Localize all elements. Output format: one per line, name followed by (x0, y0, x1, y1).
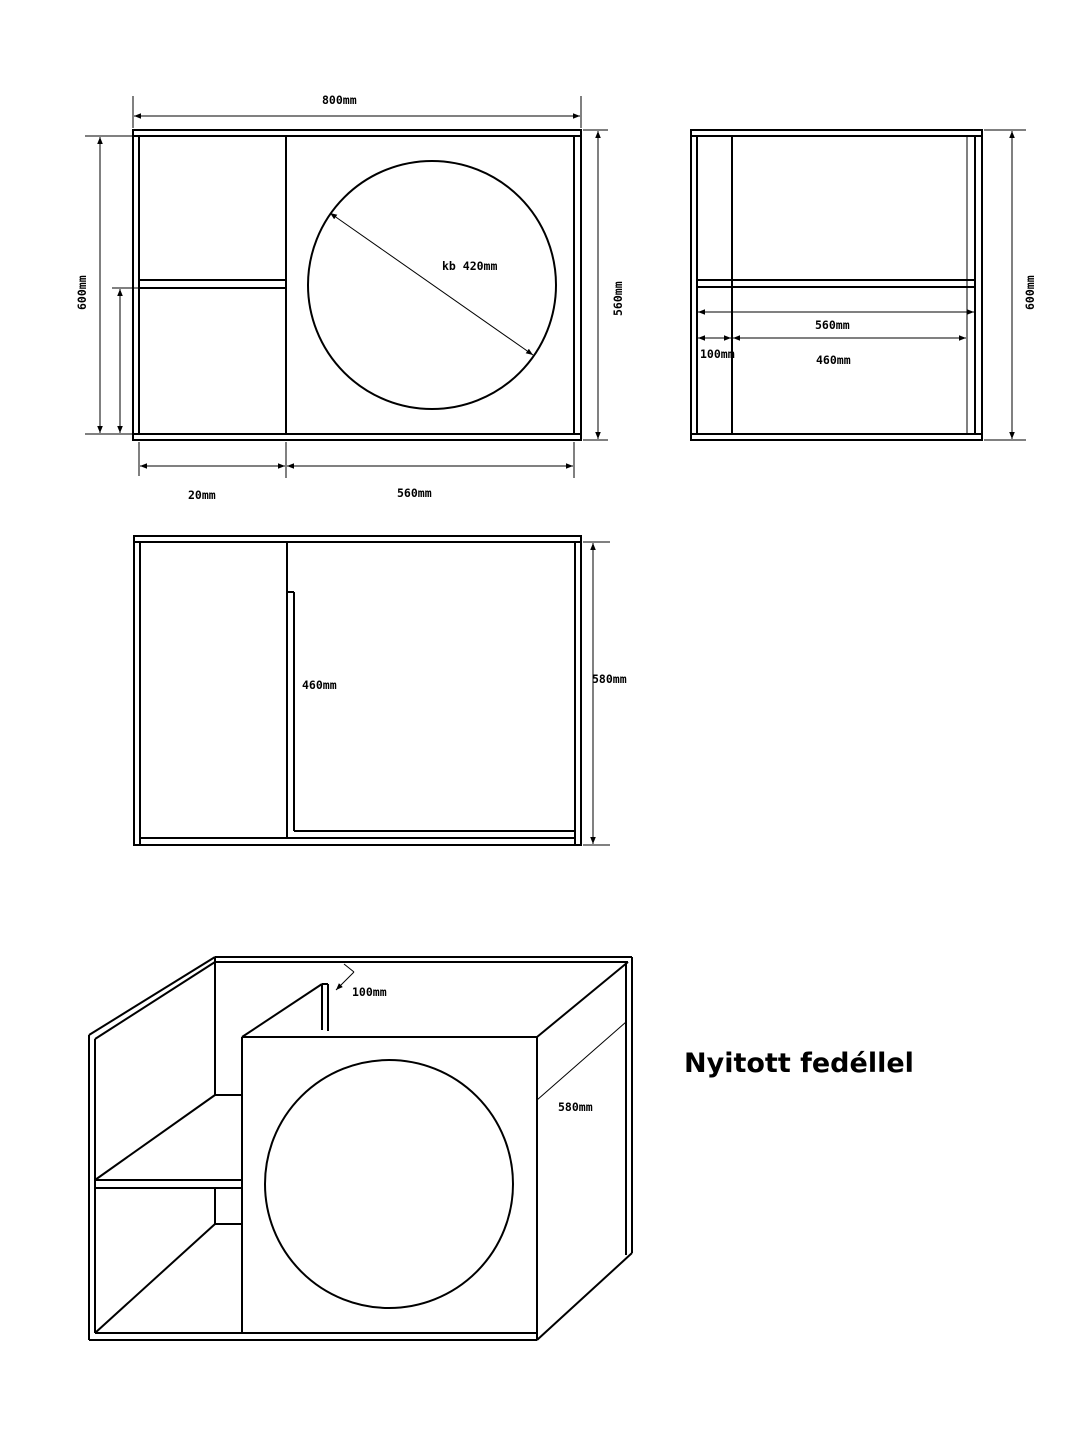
caption: Nyitott fedéllel (684, 1048, 914, 1079)
top-view (134, 536, 627, 845)
front-width-label: 800mm (322, 93, 357, 107)
perspective-depth-label: 580mm (558, 1100, 593, 1114)
perspective-offset-label: 100mm (352, 985, 387, 999)
front-left-bottom-label: 20mm (188, 488, 216, 502)
front-view-outline (133, 130, 581, 440)
diameter-arrow (330, 213, 533, 355)
front-outer-height-label: 560mm (611, 281, 625, 316)
top-depth-label: 580mm (592, 672, 627, 686)
top-partition-label: 460mm (302, 678, 337, 692)
perspective-view (89, 957, 632, 1340)
side-inner-width-label: 560mm (815, 318, 850, 332)
front-view (75, 93, 625, 502)
perspective-speaker-circle (265, 1060, 513, 1308)
side-height-label: 600mm (1023, 275, 1037, 310)
perspective-outline (89, 957, 632, 1340)
top-view-outline (134, 536, 581, 845)
side-inner-length-label: 460mm (816, 353, 851, 367)
front-right-bottom-label: 560mm (397, 486, 432, 500)
side-view-outline (691, 130, 982, 440)
speaker-cutout-circle (308, 161, 556, 409)
side-view (691, 130, 1037, 440)
front-inner-height-label: 600mm (75, 275, 89, 310)
side-offset-label: 100mm (700, 347, 735, 361)
diameter-label: kb 420mm (442, 259, 498, 273)
